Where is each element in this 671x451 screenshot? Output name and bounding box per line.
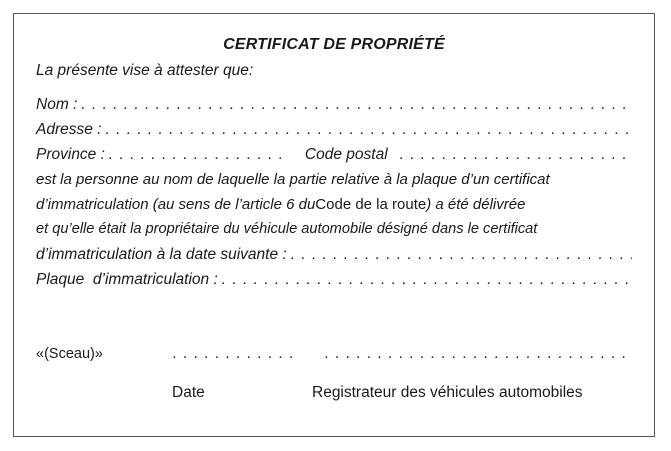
body-text-2c: ) a été délivrée: [426, 196, 526, 213]
registrateur-caption: Registrateur des véhicules automobiles: [312, 384, 583, 401]
plaque-row: [36, 271, 632, 289]
date-caption: Date: [172, 384, 205, 401]
certificate-title: CERTIFICAT DE PROPRIÉTÉ: [223, 36, 445, 53]
intro-line: [36, 62, 632, 80]
adresse-fill-line[interactable]: [105, 121, 632, 139]
adresse-row: [36, 121, 632, 139]
body-line-1: [36, 171, 632, 188]
date-suivante-label: d’immatriculation à la date suivante :: [36, 246, 287, 263]
intro-text: La présente vise à attester que:: [36, 62, 254, 79]
date-signature-line[interactable]: [173, 345, 293, 363]
code-de-la-route-text: Code de la route: [315, 196, 427, 213]
body-line-2: [36, 196, 632, 213]
plaque-label: Plaque d’immatriculation :: [36, 271, 218, 288]
certificate-card: [13, 13, 655, 437]
plaque-fill-line[interactable]: [222, 271, 632, 289]
province-fill-line[interactable]: [109, 146, 287, 164]
code-postal-fill-line[interactable]: [400, 146, 632, 164]
province-row: [36, 146, 632, 164]
nom-fill-line[interactable]: [81, 96, 632, 114]
body-text-3: et qu’elle était la propriétaire du véhicule automobile désigné dans le certificat: [36, 221, 538, 237]
seal-text: «(Sceau)»: [36, 346, 103, 362]
body-text-2a: d’immatriculation (au sens de l’article 6 du: [36, 196, 316, 213]
body-text-1: est la personne au nom de laquelle la partie relative à la plaque d’un certificat: [36, 171, 550, 188]
signature-dots-row: [36, 345, 632, 363]
registrateur-signature-line[interactable]: [325, 345, 632, 363]
nom-label: Nom :: [36, 96, 78, 113]
body-line-3: [36, 221, 632, 237]
adresse-label: Adresse :: [36, 121, 102, 138]
province-label: Province :: [36, 146, 105, 163]
nom-row: [36, 96, 632, 114]
code-postal-label: Code postal: [304, 146, 388, 163]
date-suivante-fill-line[interactable]: [291, 246, 632, 264]
date-suivante-row: [36, 246, 632, 264]
